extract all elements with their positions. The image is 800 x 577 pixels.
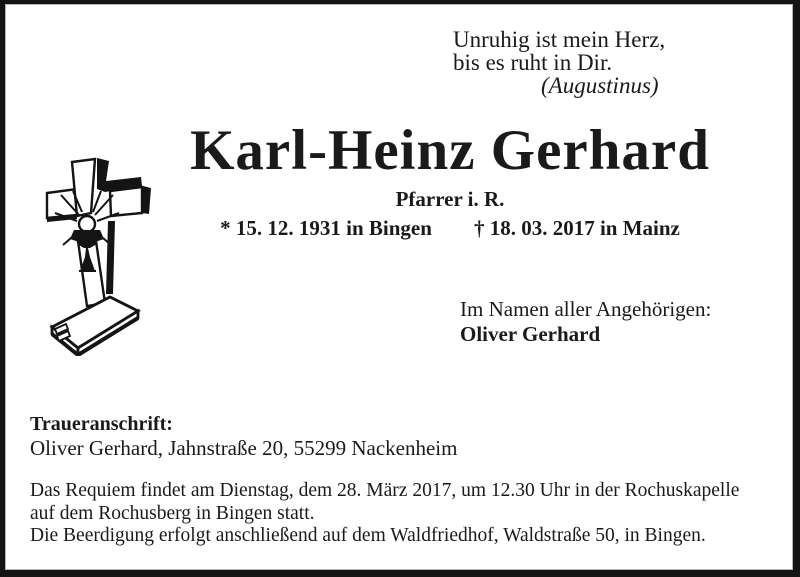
quote-line-2: bis es ruht in Dir. — [453, 50, 613, 75]
service-line-1: Das Requiem findet am Dienstag, dem 28. März 2017, um 12.30 Uhr in der Rochuskapelle — [30, 480, 740, 501]
condolence-address-block — [30, 412, 457, 460]
condolence-address-label: Traueranschrift: — [30, 413, 173, 435]
quote-attribution: (Augustinus) — [541, 73, 659, 98]
service-line-2: auf dem Rochusberg in Bingen statt. — [30, 502, 315, 524]
deceased-name: Karl-Heinz Gerhard — [190, 119, 710, 182]
deceased-role: Pfarrer i. R. — [395, 187, 505, 211]
quote-line-1: Unruhig ist mein Herz, — [453, 27, 666, 52]
service-details — [30, 480, 739, 548]
opening-quote — [453, 28, 665, 97]
service-line-3: Die Beerdigung erfolgt anschließend auf dem Waldfriedhof, Waldstraße 50, in Bingen. — [30, 525, 706, 546]
mourners-block — [460, 297, 711, 346]
cross-chalice-bible-icon — [35, 151, 170, 356]
deceased-dates — [160, 216, 740, 241]
death-date: † 18. 03. 2017 in Mainz — [473, 216, 680, 240]
mourners-intro: Im Namen aller Angehörigen: — [460, 297, 712, 321]
condolence-address-value: Oliver Gerhard, Jahnstraße 20, 55299 Nackenheim — [30, 436, 458, 460]
mourner-name: Oliver Gerhard — [460, 321, 601, 346]
birth-date: * 15. 12. 1931 in Bingen — [220, 216, 432, 240]
